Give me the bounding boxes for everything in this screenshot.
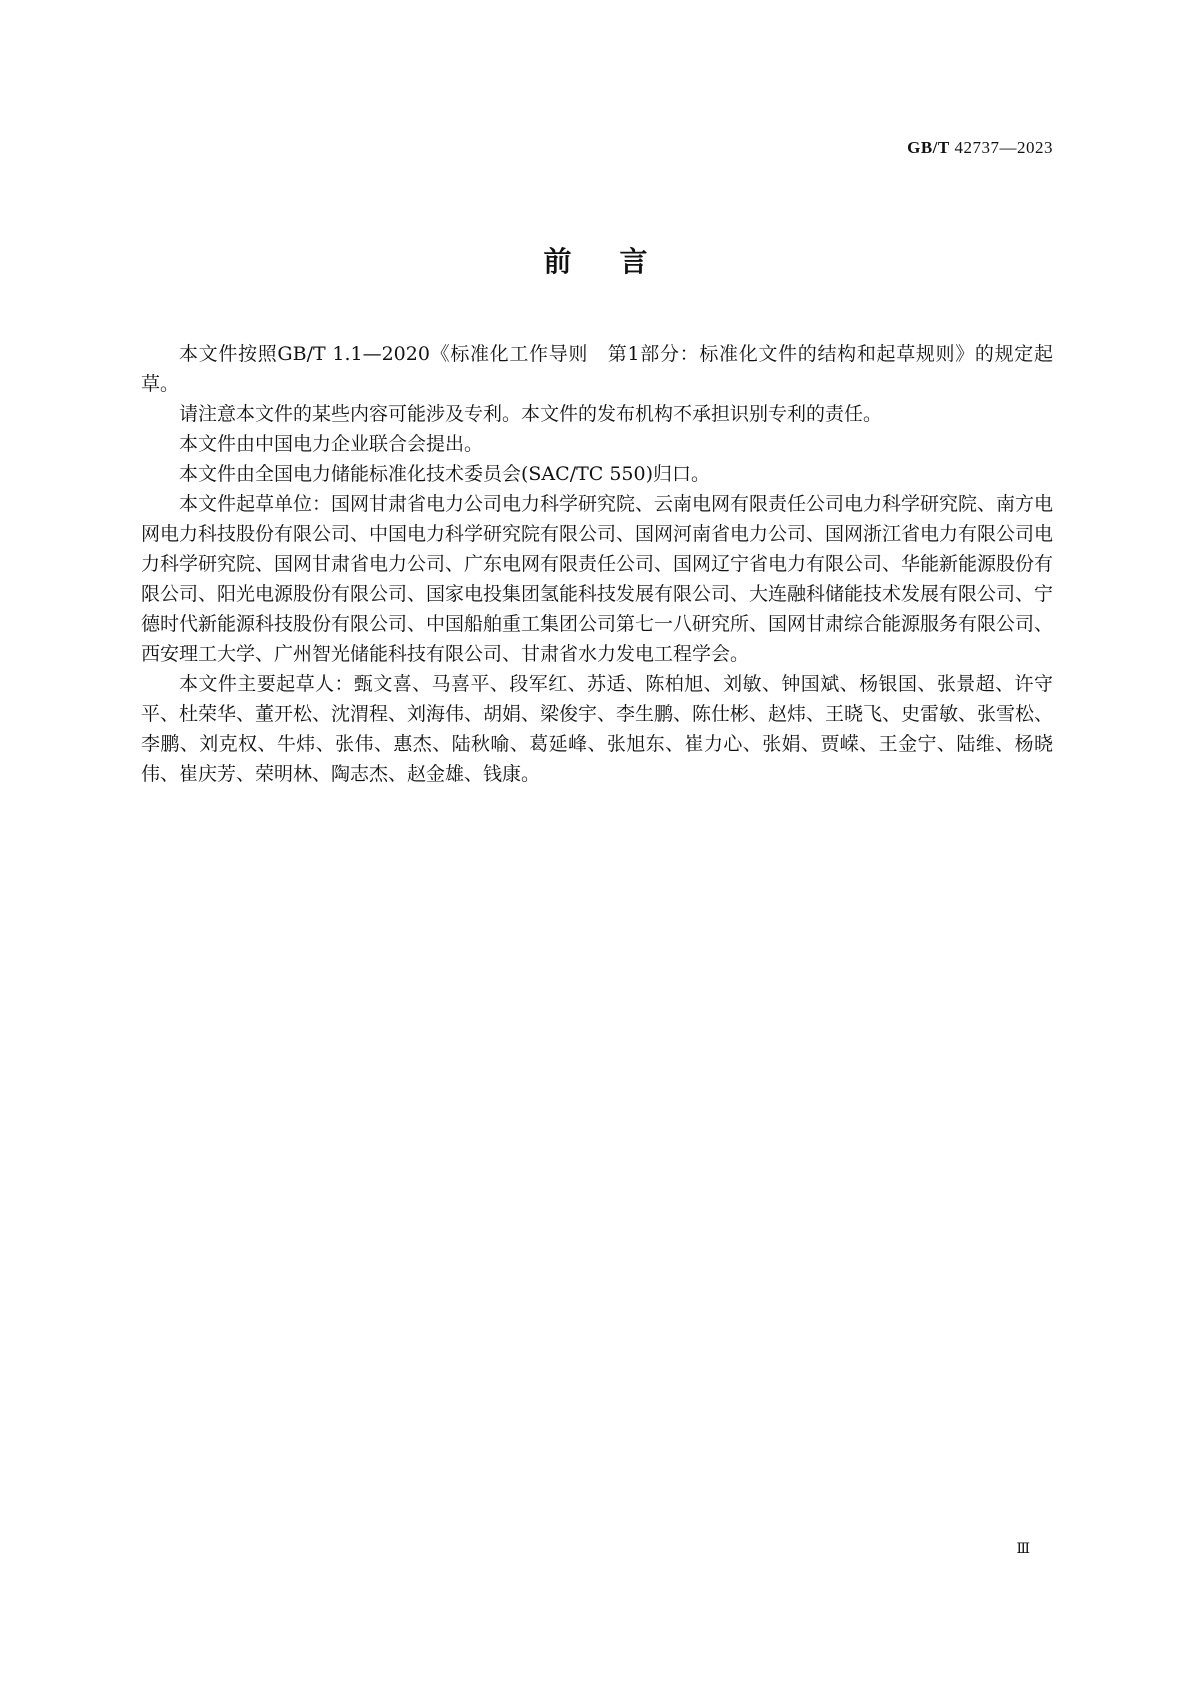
foreword-body [141, 339, 1053, 789]
paragraph-drafting-organizations: 本文件起草单位：国网甘肃省电力公司电力科学研究院、云南电网有限责任公司电力科学研究院、南方电网电力科技股份有限公司、中国电力科学研究院有限公司、国网河南省电力公司、国网浙江省电力有限公司电力科学研究院、国网甘肃省电力公司、广东电网有限责任公司、国网辽宁省电力有限公司、华能新能源股份有限公司、阳光电源股份有限公司、国家电投集团氢能科技发展有限公司、大连融科储能技术发展有限公司、宁德时代新能源科技股份有限公司、中国船舶重工集团公司第七一八研究所、国网甘肃综合能源服务有限公司、西安理工大学、广州智光储能科技有限公司、甘肃省水力发电工程学会。 [141, 493, 1054, 665]
paragraph-patent-notice: 请注意本文件的某些内容可能涉及专利。本文件的发布机构不承担识别专利的责任。 [179, 403, 883, 425]
standard-number: 42737—2023 [954, 138, 1053, 157]
page-number: Ⅲ [1016, 1542, 1030, 1557]
paragraph-drafting-basis: 本文件按照GB/T 1.1—2020《标准化工作导则 第1部分：标准化文件的结构和起草规则》的规定起草。 [141, 343, 1053, 395]
paragraph-main-drafters: 本文件主要起草人：甄文喜、马喜平、段军红、苏适、陈柏旭、刘敏、钟国斌、杨银国、张景超、许守平、杜荣华、董开松、沈渭程、刘海伟、胡娟、梁俊宇、李生鹏、陈仕彬、赵炜、王晓飞、史雷敏、张雪松、李鹏、刘克权、牛炜、张伟、惠杰、陆秋喻、葛延峰、张旭东、崔力心、张娟、贾嵘、王金宁、陆维、杨晓伟、崔庆芳、荣明林、陶志杰、赵金雄、钱康。 [141, 673, 1054, 785]
standard-number-header [907, 138, 1053, 158]
paragraph-technical-committee: 本文件由全国电力储能标准化技术委员会(SAC/TC 550)归口。 [179, 463, 711, 485]
page-title: 前言 [543, 245, 696, 278]
standard-prefix: GB/T [907, 138, 950, 157]
paragraph-proposer: 本文件由中国电力企业联合会提出。 [179, 433, 484, 455]
